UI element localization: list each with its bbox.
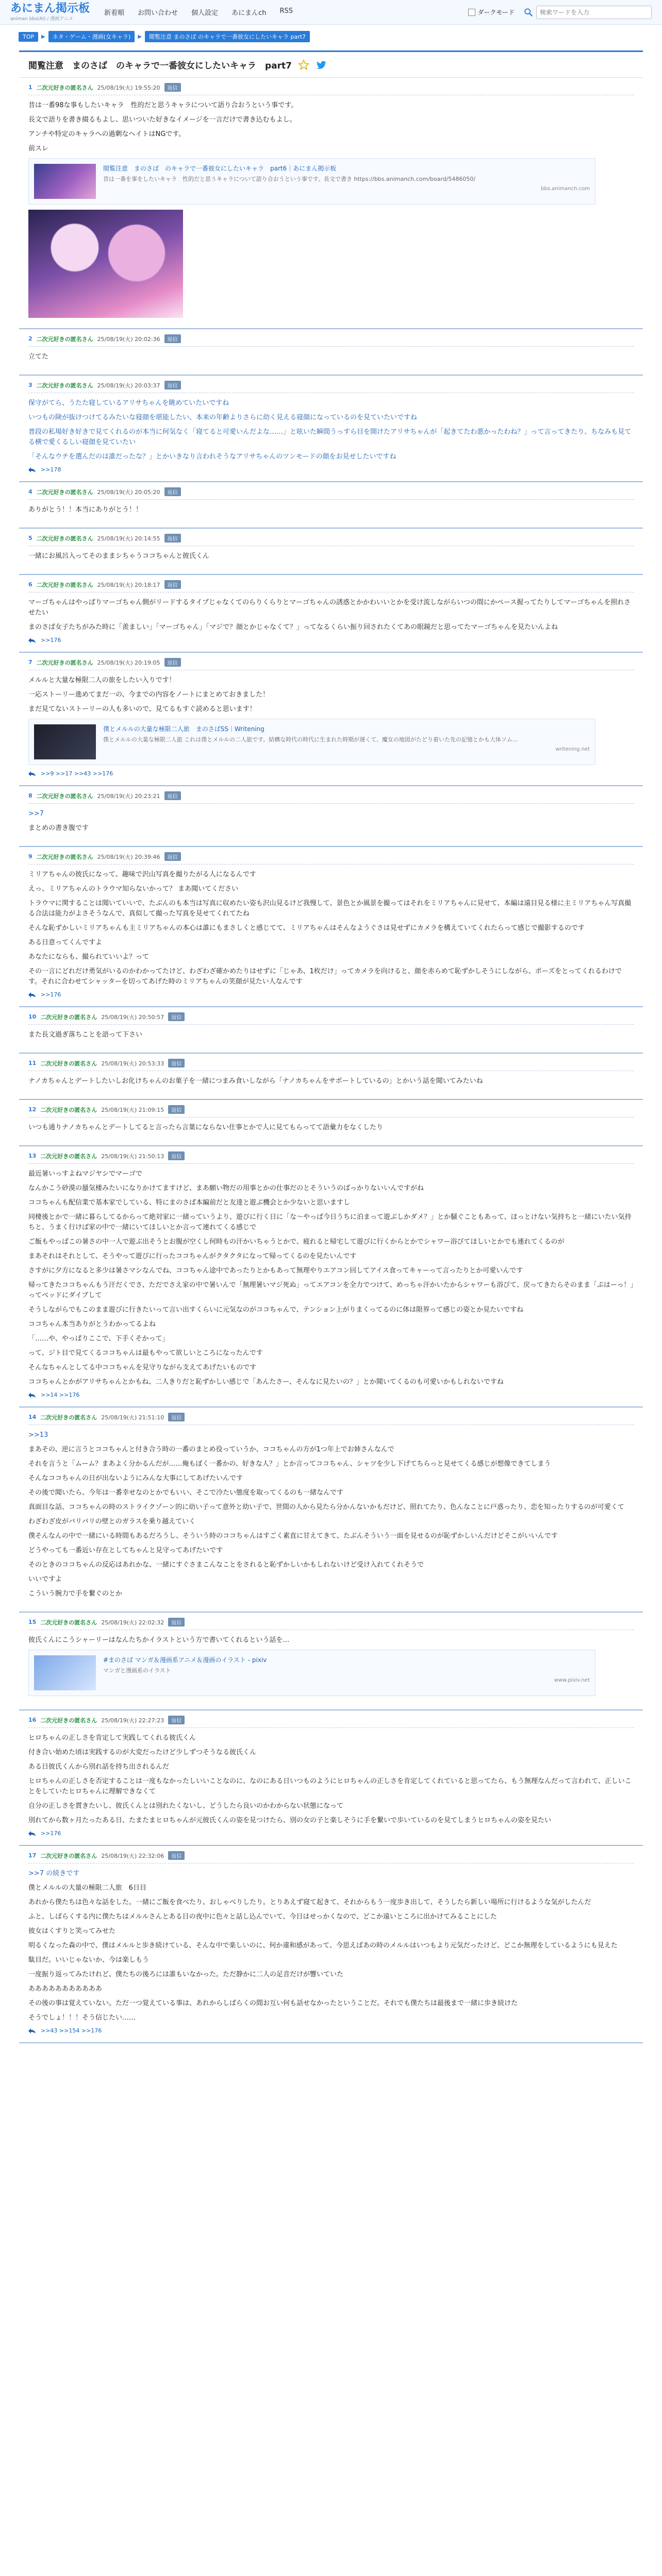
- post-body: [28, 1030, 634, 1040]
- post-text-line: あああああああああああ: [28, 1985, 103, 1993]
- post-text-line: 立てた: [28, 353, 49, 361]
- breadcrumb-thread[interactable]: 閲覧注意 まのさば のキャラで一番彼女にしたいキャラ part7: [145, 31, 310, 42]
- post-text-line: 自分の正しさを貫きたいし、彼氏くんとは別れたくないし、どうしたら良いのかわからない状態になって: [28, 1802, 344, 1810]
- post-text-line: 一緒にお風呂入ってそのままシちゃうココちゃんと彼氏くん: [28, 552, 210, 560]
- post-text-line: まのさば女子たちがみた時に「羨ましい」「マーゴちゃん」「マジで？顔とかじゃなくて？」ってなるくらい振り回されたくてあの眼鏡だと思ってたマーゴちゃんを見たいんよね: [28, 623, 558, 631]
- reply-links: [28, 466, 634, 473]
- post-header: [28, 580, 634, 592]
- card-text: [103, 164, 590, 199]
- post-body: [28, 1733, 634, 1826]
- post-text-line: 「そんなウチを選んだのは誰だったな？」とかいきなり言われそうなアリサちゃんのツンモードの顔をお見せしたいですね: [28, 453, 396, 461]
- link-preview-card[interactable]: [28, 719, 595, 765]
- nav-new[interactable]: 新着順: [104, 9, 125, 17]
- post: [19, 376, 643, 482]
- post-number[interactable]: 9: [28, 853, 32, 860]
- post-text-line: そのときのココちゃんの反応はあれかな、一緒にすぐさまこんなことをされると恥ずかしいかもしれないけど受け入れてくれそうで: [28, 1561, 424, 1569]
- post-date: 25/08/19(火) 21:51:10: [101, 1414, 164, 1421]
- card-text: [103, 724, 590, 759]
- post: [19, 1007, 643, 1054]
- post-text-line: どうやっても一番近い存在としてちゃんと見守ってあげたいです: [28, 1547, 223, 1554]
- reply-button[interactable]: 返信: [168, 1012, 185, 1021]
- post-number[interactable]: 17: [28, 1852, 37, 1859]
- reply-arrow-icon: [28, 771, 36, 776]
- post: [19, 1710, 643, 1846]
- reply-links: [28, 770, 634, 777]
- post: [19, 653, 643, 786]
- poster-name: 二次元好きの匿名さん: [36, 792, 93, 800]
- post: [19, 847, 643, 1007]
- post-text-line: ある日彼氏くんから別れ話を持ち出されるんだ: [28, 1763, 170, 1771]
- post-header: [28, 1105, 634, 1117]
- reply-anchor-list[interactable]: >>178: [41, 466, 61, 473]
- card-title: 閲覧注意 まのさば のキャラで一番彼女にしたいキャラ part6｜あにまん掲示板: [103, 165, 337, 172]
- card-url: bbs.animanch.com: [541, 186, 590, 192]
- post-date: 25/08/19(火) 20:23:21: [97, 792, 160, 800]
- post-date: 25/08/19(火) 20:50:57: [101, 1013, 164, 1021]
- post-text-line: ココちゃんも配信業で基本家でしている、特にまのさば本編前だと友達と遊ぶ機会とか少ないと思いますし: [28, 1199, 351, 1207]
- top-bar: [0, 0, 662, 25]
- poster-name: 二次元好きの匿名さん: [40, 1153, 97, 1160]
- poster-name: 二次元好きの匿名さん: [40, 1852, 97, 1859]
- breadcrumb-category[interactable]: ネタ・ゲーム・漫画(女キャラ): [48, 31, 135, 42]
- post-header: [28, 852, 634, 865]
- reply-anchor-list[interactable]: >>176: [41, 637, 61, 643]
- post-text-line: トラウマに関することは聞いていいで、たぶんのも本当は写真に収めたい姿も沢山見るけど我慢して、景色とか風景を撮ってはそれをミリアちゃんに見せて、本編は遠目見る様に主ミリアちゃん写真撮る合法は能力がよさそうなんで、真似して撮った写真を見せてくれてたね: [28, 900, 632, 918]
- post-text-line: そうでしょ！！！そう信じたい……: [28, 2014, 136, 2022]
- post-text-line: それを言うと「ムーム？まあよく分かるんだが……俺もぼく一番かの、好きな人？」とか言ってココちゃん、シャツを少し下げてちらっと見せてくる感じが想像できてしまう: [28, 1460, 551, 1468]
- reply-button[interactable]: 返信: [164, 534, 181, 543]
- post-date: 25/08/19(火) 19:55:20: [97, 84, 160, 91]
- twitter-share-icon[interactable]: [316, 59, 327, 71]
- post-text-line: メルルと大量な極限二人の旅をしたい入りです！: [28, 676, 176, 684]
- post-date: 25/08/19(火) 20:05:20: [97, 488, 160, 496]
- search-input[interactable]: [536, 6, 652, 19]
- poster-name: 二次元好きの匿名さん: [40, 1717, 97, 1724]
- post-body: [28, 505, 634, 515]
- post-body: [28, 551, 634, 562]
- post-date: 25/08/19(火) 22:32:06: [101, 1852, 164, 1859]
- reply-anchor-list[interactable]: >>14 >>176: [41, 1392, 80, 1398]
- post-text-line: 彼女はくすりと笑ってみせた: [28, 1927, 116, 1935]
- card-title: #まのさば マンガ＆漫画系アニメ＆漫画のイラスト - pixiv: [103, 1656, 267, 1664]
- poster-name: 二次元好きの匿名さん: [40, 1106, 97, 1113]
- post-text-line: まだ見てないストーリーの人も多いので、見てるもすぐ読めると思います！: [28, 705, 256, 713]
- nav-contact[interactable]: お問い合わせ: [138, 9, 178, 17]
- post-text-line: まとめの書き腹です: [28, 824, 89, 832]
- post-date: 25/08/19(火) 20:03:37: [97, 382, 160, 389]
- main-nav: [104, 7, 468, 17]
- post: [19, 1408, 643, 1613]
- card-thumbnail: [34, 1655, 96, 1690]
- post-body: [28, 352, 634, 362]
- post-text-line[interactable]: >>7: [28, 810, 44, 818]
- post-text-line: そんな恥ずかしいミリアちゃんも主ミリアちゃんの本心は誰にもまさしくと感じてて、ミリアちゃんはそんなようぐさは見せずにカメラを構えていてくれたらって感じで撮影するのです: [28, 924, 585, 932]
- post-date: 25/08/19(火) 22:02:32: [101, 1619, 164, 1626]
- post-text-line: ヒロちゃんの正しさを肯定して実践してくれる彼氏くん: [28, 1734, 196, 1742]
- post-header: [28, 381, 634, 393]
- post-date: 25/08/19(火) 20:18:17: [97, 581, 160, 588]
- reply-button[interactable]: 返信: [168, 1716, 185, 1724]
- post-text-line: 駄目だ。いいじゃないか、今は楽しもう: [28, 1956, 150, 1964]
- post-text-line: あれから僕たちは色々な話をした。一緒にご飯を食べたり、おしゃべりしたり。とりあえず寝て起きて、それからもう一度歩き出して、そうしたら新しい場所に行けるような気がしたんだ: [28, 1899, 591, 1906]
- post-list: [19, 78, 643, 2043]
- card-thumbnail: [34, 724, 96, 759]
- post-date: 25/08/19(火) 20:02:36: [97, 335, 160, 343]
- post-text-line: 僕とメルルの大量の極限二人旅 6日目: [28, 1884, 146, 1892]
- reply-arrow-icon: [28, 2028, 36, 2033]
- poster-name: 二次元好きの匿名さん: [40, 1060, 97, 1067]
- reply-arrow-icon: [28, 638, 36, 643]
- post-date: 25/08/19(火) 20:39:46: [97, 853, 160, 860]
- post-date: 25/08/19(火) 21:50:13: [101, 1153, 164, 1160]
- logo-subtitle: animan bbs(AI) / 漫画アニメ: [10, 16, 73, 22]
- site-logo[interactable]: [10, 3, 90, 22]
- thread-title-row: [19, 50, 643, 78]
- post-text-line: 一応ストーリー進めてまだ一の、今までの内容をノートにまとめておきました！: [28, 691, 270, 699]
- nav-rss[interactable]: RSS: [279, 7, 293, 15]
- post-number[interactable]: 16: [28, 1717, 37, 1723]
- post-text-line: 付き合い始めた頃は実践するのが大変だったけど少しずつそうなる彼氏くん: [28, 1749, 257, 1756]
- thread-content: [19, 50, 643, 2043]
- post-text-line[interactable]: >>7 の続きです: [28, 1870, 80, 1877]
- poster-name: 二次元好きの匿名さん: [36, 659, 93, 666]
- reply-button[interactable]: 返信: [164, 658, 181, 667]
- post-text-line: 最近暑いっすよねマジヤシでマーゴで: [28, 1170, 142, 1178]
- poster-name: 二次元好きの匿名さん: [40, 1414, 97, 1421]
- chevron-right-icon: ▶: [138, 33, 142, 40]
- post-text-line: こういう腕力で手を繋ぐのとか: [28, 1590, 123, 1598]
- post-text-line: 前スレ: [28, 145, 49, 152]
- post-body: [28, 1076, 634, 1087]
- reply-button[interactable]: 返信: [164, 791, 181, 800]
- dark-mode-label: ダークモード: [477, 9, 515, 16]
- post-header: [28, 1413, 634, 1425]
- post-header: [28, 1012, 634, 1025]
- chevron-right-icon: ▶: [41, 33, 45, 40]
- reply-arrow-icon: [28, 1831, 36, 1836]
- post: [19, 1846, 643, 2043]
- search-area: [524, 6, 652, 19]
- post-text-line: そんなココちゃんの日が出ないようにみんな大事にしてあげたいんです: [28, 1475, 243, 1482]
- link-preview-card[interactable]: [28, 1650, 595, 1696]
- reply-button[interactable]: 返信: [164, 487, 181, 496]
- reply-links: [28, 991, 634, 998]
- reply-button[interactable]: 返信: [168, 1851, 185, 1860]
- post: [19, 529, 643, 575]
- reply-button[interactable]: 返信: [168, 1105, 185, 1114]
- post-text-line: その一言にどれだけ勇気がいるのかわかってたけど、わざわざ確かめたりはせずに「じゃあ、1枚だけ」ってカメラを向けると、顔を赤らめて恥ずかしそうにしながら、ポーズをとってくれるわけです。それに合わせてシャッターを切ってあげた時のミリアちゃんの笑顔が見たい人なんです: [28, 968, 622, 986]
- card-url: www.pixiv.net: [554, 1677, 590, 1683]
- reply-links: [28, 2027, 634, 2034]
- reply-button[interactable]: 返信: [164, 852, 181, 861]
- reply-button[interactable]: 返信: [168, 1059, 185, 1067]
- post-body: [28, 1869, 634, 2023]
- post-number[interactable]: 2: [28, 335, 32, 342]
- post-text-line: って、ジト目で見てくるココちゃんは最もやって欲しいところになったんです: [28, 1349, 263, 1357]
- post-text-line: わざわざ皮がバリバリの壁とのガラスを乗り越えていく: [28, 1518, 196, 1526]
- nav-settings[interactable]: 個人設定: [191, 9, 219, 17]
- post-body: [28, 598, 634, 633]
- post-text-line: 帰ってきたココちゃんもう汗だくでさ、ただでさえ家の中で暑いんで「無理暑いマジ死ぬ」ってエアコンを全力でつけて、めっちゃ汗かいたからシャワーも浴びて、戻ってきたらそのまま「ぷはーっ！」ってベッドにダイブして: [28, 1281, 634, 1299]
- post-text-line: 同棲後とかで一緒に暮らしてるからって絶対家に一緒っていうより、遊びに行く日に「な〜やっぱ今日うちに泊まって遊ぶしかダメ？」とか騒ぐこともあって、ほっとけない気持ちと一緒にいたい気持ちと、うまく行けば家の中で一緒にいてほしいとか言って連れてくる感じで: [28, 1213, 632, 1231]
- post-body: [28, 1123, 634, 1133]
- post-body: [28, 1430, 634, 1599]
- reply-anchor-list[interactable]: >>176: [41, 1830, 61, 1837]
- breadcrumb: [0, 30, 662, 43]
- post-text-line: マーゴちゃんはやっぱりマーゴちゃん側がリードするタイプじゃなくてのらりくらりとマーゴちゃんの誘惑とかかわいいとかを受け流しながらいつの間にかペース握ってたりしてマーゴちゃんを照れさせたい: [28, 599, 631, 617]
- post-text-line: 真面目な話、ココちゃんの時のストライクゾーン的に幼い子って意外と幼い子で、世間の人から見たら分かんないかもだけど、照れてたり、色んなことに戸惑ったり、恋を知ったりするのが可愛くて: [28, 1503, 624, 1511]
- breadcrumb-top[interactable]: TOP: [19, 32, 38, 42]
- post-number[interactable]: 12: [28, 1106, 37, 1113]
- post-header: [28, 1618, 634, 1630]
- post-body: [28, 675, 634, 715]
- reply-arrow-icon: [28, 992, 36, 997]
- reply-links: [28, 637, 634, 643]
- card-text: [103, 1655, 590, 1690]
- post-text-line: 普段の私場好き好きで見てくれるのが本当に何気なく「寝てると可愛いんだよな……」と呟いた瞬間うっすら目を開けたアリサちゃんが「起きてたわ悪かったわね？」って言ってきたり、ちなみも見てる横で愛くるしい寝顔を見ていたい: [28, 428, 632, 446]
- post-header: [28, 658, 634, 670]
- post: [19, 1613, 643, 1710]
- post-header: [28, 534, 634, 546]
- post-text-line: 長文で語りを書き綴るもよし、思いついた好きなイメージを一言だけで書き込むもよし。: [28, 116, 296, 124]
- reply-arrow-icon: [28, 467, 36, 472]
- post-body: [28, 398, 634, 462]
- reply-links: [28, 1392, 634, 1398]
- post-text-line: 彼氏くんにこうシャーリーはなんたちかイラストという方で書いてくれるという話を…: [28, 1636, 290, 1644]
- post-date: 25/08/19(火) 20:14:55: [97, 535, 160, 542]
- poster-name: 二次元好きの匿名さん: [36, 853, 93, 860]
- post: [19, 575, 643, 653]
- post-text-line: いいですよ: [28, 1575, 62, 1583]
- post-number[interactable]: 11: [28, 1060, 37, 1066]
- post-number[interactable]: 7: [28, 659, 32, 666]
- reply-arrow-icon: [28, 1393, 36, 1398]
- post-body: [28, 809, 634, 834]
- card-url: writening.net: [555, 747, 590, 752]
- reply-button[interactable]: 返信: [168, 1413, 185, 1421]
- link-preview-card[interactable]: [28, 158, 595, 205]
- card-description: マンガと漫画系のイラスト: [103, 1667, 171, 1674]
- post-text-line: ありがとう！！本当にありがとう！！: [28, 506, 143, 514]
- post-text-line: その後の事は覚えていない。ただ一つ覚えている事は、あれからしばらくの間お互い何も話せなかったということだ。それでも僕たちは最後まで一緒に歩き続けた: [28, 1999, 518, 2007]
- post: [19, 1146, 643, 1408]
- post-body: [28, 1169, 634, 1387]
- card-thumbnail: [34, 164, 96, 199]
- poster-name: 二次元好きの匿名さん: [36, 382, 93, 389]
- post-text-line: その後で聞いたら、今年は一番幸せなのとかでもいい、そこで冷たい態度を取ってくるのも一緒なんです: [28, 1489, 344, 1497]
- post: [19, 786, 643, 847]
- card-description: 昔は一番を事をしたいキャラ 性的だと思うキャラについて語り合おうという事です。長文で書き https://bbs.animanch.com/board/5486050/: [103, 176, 476, 182]
- post-number[interactable]: 5: [28, 535, 32, 541]
- post-text-line: ミリアちゃんの彼氏になって、趣味で沢山写真を撮りたがる人になるんです: [28, 871, 256, 878]
- reply-anchor-list[interactable]: >>43 >>154 >>176: [41, 2027, 102, 2034]
- post: [19, 329, 643, 376]
- post-text-line: ナノカちゃんとデートしたいしお化けちゃんのお菓子を一緒につまみ食いしながら「ナノカちゃんをサポートしているの」とかいう話を聞いてみたいね: [28, 1077, 483, 1085]
- post-text-line: えっ、ミリアちゃんのトラウマ知らないかって？ まあ聞いてください: [28, 885, 239, 893]
- reply-button[interactable]: 返信: [164, 334, 181, 343]
- reply-button[interactable]: 返信: [164, 381, 181, 389]
- reply-button[interactable]: 返信: [168, 1151, 185, 1160]
- post-number[interactable]: 14: [28, 1414, 37, 1420]
- post-text-line: 「……や、やっぱりここで、下手くそかって」: [28, 1335, 169, 1343]
- post-text-line: ココちゃんとかがアリサちゃんとかもね、二人きりだと恥ずかしい感じで「あんたさー、そんなに見たいの？」とか聞いてくるのも可愛いかもしれないですね: [28, 1378, 504, 1386]
- post-text-line[interactable]: >>13: [28, 1431, 48, 1439]
- post-header: [28, 1059, 634, 1071]
- card-title: 僕とメルルの大量な極限二人旅 まのさばSS｜Writening: [103, 725, 264, 733]
- reply-button[interactable]: 返信: [168, 1618, 185, 1626]
- post-header: [28, 1151, 634, 1164]
- poster-name: 二次元好きの匿名さん: [36, 581, 93, 588]
- post-text-line: 明るくなった森の中で、僕はメルルと歩き続けている、そんな中で楽しいのに、何か違和感があって、今思えばあの時のメルルはいつもより元気だったけど、どこか無理をしているようにも見えた: [28, 1942, 618, 1950]
- post-text-line: 僕そんなんの中で一緒にいる時間もあるだろうし、そういう時のココちゃんはすごく素直に甘えてきて、たぶんそういう一面を見せるのが恥ずかしいんだけどそこがいいんです: [28, 1532, 558, 1540]
- poster-name: 二次元好きの匿名さん: [36, 488, 93, 496]
- post-text-line: また長文過ぎ落ちことを語って下さい: [28, 1031, 143, 1039]
- nav-animanch[interactable]: あにまんch: [231, 9, 267, 17]
- post-text-line: まあその、逆に言うとココちゃんと付き合う時の一番のまとめ役っていうか、ココちゃんの方が1つ年上でお姉さんなんで: [28, 1446, 394, 1453]
- page-title: 閲覧注意 まのさば のキャラで一番彼女にしたいキャラ part7: [28, 61, 292, 71]
- post-text-line: そんなちゃんとしてる中ココちゃんを見守りながら支えてあげたいものです: [28, 1364, 257, 1371]
- post-number[interactable]: 8: [28, 792, 32, 799]
- post-header: [28, 1851, 634, 1863]
- post-number[interactable]: 1: [28, 84, 32, 91]
- search-icon[interactable]: [524, 8, 533, 17]
- poster-name: 二次元好きの匿名さん: [40, 1619, 97, 1626]
- poster-name: 二次元好きの匿名さん: [36, 84, 93, 91]
- post-number[interactable]: 10: [28, 1013, 37, 1020]
- reply-anchor-list[interactable]: >>9 >>17 >>43 >>176: [41, 770, 113, 777]
- dark-mode-toggle[interactable]: [468, 8, 515, 16]
- poster-name: 二次元好きの匿名さん: [40, 1013, 97, 1021]
- post: [19, 1100, 643, 1146]
- logo-title: あにまん掲示板: [10, 2, 90, 15]
- post-text-line: さすがに夕方になると多少は暑さマシなんでね、ココちゃん途中であったりとかもあって無理やりエアコン回してアイス食ってキャーって言ったりとか可愛いんです: [28, 1267, 523, 1275]
- post-body: [28, 1635, 634, 1646]
- post-text-line: 一度振り返ってみたけれど、僕たちの後ろには誰もいなかった。ただ静かに二人の足音だけが響いていた: [28, 1971, 344, 1978]
- post-number[interactable]: 15: [28, 1619, 37, 1625]
- post-text-line: ご飯もやっぱこの暑さの中一人で遊ぶ出そうとお腹が空くし何時もの汗かいちゃうとかで、疲れると帰宅して遊びに行くからとかでシャワー浴びてほしいとかでも連れてくるのが: [28, 1238, 565, 1246]
- post-date: 25/08/19(火) 20:53:33: [101, 1060, 164, 1067]
- post-header: [28, 1716, 634, 1728]
- post-image[interactable]: [28, 210, 183, 318]
- post-header: [28, 487, 634, 500]
- checkbox-icon[interactable]: [468, 9, 475, 16]
- reply-button[interactable]: 返信: [164, 83, 181, 92]
- post-number[interactable]: 6: [28, 581, 32, 588]
- reply-links: [28, 1830, 634, 1837]
- post-text-line: 別れてから数ヶ月たったある日、たまたまヒロちゃんが元彼氏くんの姿を見つけたら、別の女の子と楽しそうに手を繋いで歩いているのを見てしまうヒロちゃんの姿を見たい: [28, 1817, 552, 1824]
- reply-button[interactable]: 返信: [164, 580, 181, 589]
- poster-name: 二次元好きの匿名さん: [36, 535, 93, 542]
- post-text-line: まあそれはそれとして、そうやって遊びに行ったココちゃんがクタクタになって帰ってくるのを見たいんです: [28, 1252, 357, 1260]
- favorite-star-icon[interactable]: [298, 59, 309, 71]
- post-body: [28, 100, 634, 154]
- post-header: [28, 83, 634, 95]
- post-text-line: いつもの険が抜けつけてるみたいな寝顔を堪能したい、本来の年齢よりさらに幼く見える寝顔になっているのを見ていたいですね: [28, 414, 418, 421]
- post-text-line: 昔は一番98な事もしたいキャラ 性的だと思うキャラについて語り合おうという事です。: [28, 101, 298, 109]
- post-text-line: ふと、しばらくする内に僕たちはメルルさんとある日の夜中に色々と話し込んでいて、今日はせっかくなので、どこか遠いところに出かけてみることにした: [28, 1913, 497, 1921]
- post-header: [28, 791, 634, 804]
- post-number[interactable]: 4: [28, 488, 32, 495]
- post-text-line: なんかこう砂漠の蜃気楼みたいになりかけてますけど、まあ願い物だの用事とかの仕事だのとそういうのばっかりないいんですがね: [28, 1184, 424, 1192]
- post-text-line: あなたにならも、撮られていいよ？って: [28, 953, 150, 961]
- post-text-line: ある日意ってくんですよ: [28, 939, 103, 946]
- post-date: 25/08/19(火) 21:09:15: [101, 1106, 164, 1113]
- post: [19, 78, 643, 329]
- reply-anchor-list[interactable]: >>176: [41, 991, 61, 998]
- poster-name: 二次元好きの匿名さん: [36, 335, 93, 343]
- post: [19, 482, 643, 529]
- post-header: [28, 334, 634, 347]
- post-text-line: ヒロちゃんの正しさを否定することは一度もなかったしいいことなのに、なのにある日いつものようにヒロちゃんの正しさを肯定してくれていると思ってたら、もう無理なんだって言われて、正しいことをしていたヒロちゃんに理解できなくて: [28, 1777, 632, 1795]
- post-number[interactable]: 13: [28, 1153, 37, 1159]
- post-date: 25/08/19(火) 20:19:05: [97, 659, 160, 666]
- card-description: 僕とメルルの大量な極限二人旅 これは僕とメルルの二人旅です。結構な時代の時代に生まれた時期が遅くて、魔女の地図がたどり着いた先の記憶とかも大体ソム...: [103, 736, 518, 743]
- post-text-line: アンチや特定のキャラへの過剰なヘイトはNGです。: [28, 130, 186, 138]
- post-number[interactable]: 3: [28, 382, 32, 388]
- post-body: [28, 870, 634, 987]
- post-date: 25/08/19(火) 22:27:23: [101, 1717, 164, 1724]
- post-text-line: 保守がてら、うたた寝しているアリサちゃんを眺めていたいですね: [28, 399, 229, 407]
- post-text-line: ココちゃん本当ありがとうわかってるよね: [28, 1320, 156, 1328]
- post-text-line: いつも通りナノカちゃんとデートしてると言ったら言葉にならない仕事とかで人に見てもらってて語彙力をなくしたり: [28, 1124, 383, 1131]
- post: [19, 1054, 643, 1100]
- post-text-line: そうしながらでもこのまま遊びに行きたいって言い出すくらいに元気なのがココちゃんで、テンション上がりまくってるのに体は限界って感じの姿とか見たいですね: [28, 1306, 524, 1314]
